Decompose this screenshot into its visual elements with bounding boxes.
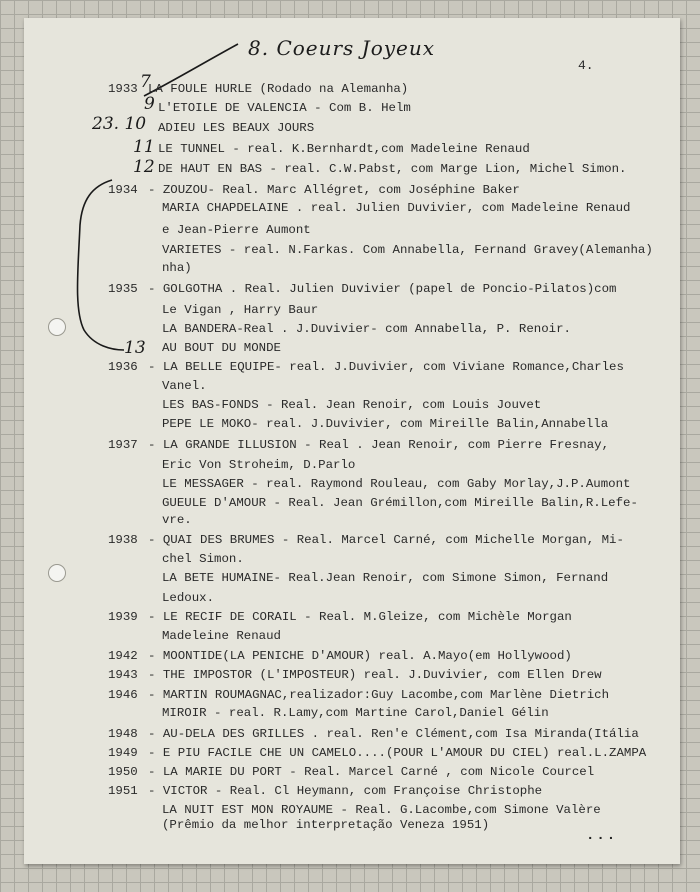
entry-text: PEPE LE MOKO- real. J.Duvivier, com Mireille Balin,Annabella [162, 417, 609, 431]
entry-text: LA BANDERA-Real . J.Duvivier- com Annabella, P. Renoir. [162, 322, 571, 336]
page-number: 4. [578, 58, 594, 73]
entry-text: Vanel. [162, 379, 207, 393]
entry-text: - E PIU FACILE CHE UN CAMELO....(POUR L'AMOUR DU CIEL) real.L.ZAMPA [148, 746, 647, 760]
entry-text: - LE RECIF DE CORAIL - Real. M.Gleize, com Michèle Morgan [148, 610, 572, 624]
entry-text: nha) [162, 261, 192, 275]
entry-text: - GOLGOTHA . Real. Julien Duvivier (papel de Poncio-Pilatos)com [148, 282, 617, 296]
entry-year: 1946 [108, 688, 138, 702]
entry-year: 1935 [108, 282, 138, 296]
entry-text: - QUAI DES BRUMES - Real. Marcel Carné, com Michelle Morgan, Mi- [148, 533, 624, 547]
entry-text: MIROIR - real. R.Lamy,com Martine Carol,Daniel Gélin [162, 706, 549, 720]
continuation-ellipsis: ... [586, 828, 618, 844]
entry-text: LA NUIT EST MON ROYAUME - Real. G.Lacombe,com Simone Valère [162, 803, 601, 817]
entry-text: L'ETOILE DE VALENCIA - Com B. Helm [158, 101, 411, 115]
entry-text: - LA MARIE DU PORT - Real. Marcel Carné , com Nicole Courcel [148, 765, 595, 779]
handwritten-title: 8. Coeurs Joyeux [248, 36, 436, 60]
entry-text: MARIA CHAPDELAINE . real. Julien Duvivier, com Madeleine Renaud [162, 201, 631, 215]
entry-text: - THE IMPOSTOR (L'IMPOSTEUR) real. J.Duvivier, com Ellen Drew [148, 668, 602, 682]
entry-text: - AU-DELA DES GRILLES . real. Ren'e Clément,com Isa Miranda(Itália [148, 727, 639, 741]
entry-year: 1950 [108, 765, 138, 779]
handwritten-number: 12 [133, 157, 155, 177]
entry-year: 1942 [108, 649, 138, 663]
handwritten-number: 13 [124, 338, 146, 358]
handwritten-number: 9 [144, 94, 155, 114]
entry-text: e Jean-Pierre Aumont [162, 223, 311, 237]
handwritten-number: 23. 10 [92, 114, 147, 134]
entry-year: 1937 [108, 438, 138, 452]
entry-text: LES BAS-FONDS - Real. Jean Renoir, com Louis Jouvet [162, 398, 542, 412]
entry-text: Eric Von Stroheim, D.Parlo [162, 458, 356, 472]
entry-text: chel Simon. [162, 552, 244, 566]
entry-year: 1949 [108, 746, 138, 760]
entry-text: Ledoux. [162, 591, 215, 605]
entry-text: Madeleine Renaud [162, 629, 281, 643]
entry-year: 1951 [108, 784, 138, 798]
entry-text: - MOONTIDE(LA PENICHE D'AMOUR) real. A.Mayo(em Hollywood) [148, 649, 572, 663]
entry-text: AU BOUT DU MONDE [162, 341, 281, 355]
entry-text: ADIEU LES BEAUX JOURS [158, 121, 315, 135]
entry-text: LA BETE HUMAINE- Real.Jean Renoir, com Simone Simon, Fernand [162, 571, 609, 585]
entry-text: - LA BELLE EQUIPE- real. J.Duvivier, com Viviane Romance,Charles [148, 360, 624, 374]
entry-year: 1936 [108, 360, 138, 374]
entry-text: LE MESSAGER - real. Raymond Rouleau, com Gaby Morlay,J.P.Aumont [162, 477, 631, 491]
entry-year: 1933 [108, 82, 138, 96]
entry-text: VARIETES - real. N.Farkas. Com Annabella, Fernand Gravey(Alemanha) [162, 243, 653, 257]
entry-text: - VICTOR - Real. Cl Heymann, com Françoise Christophe [148, 784, 543, 798]
entry-text: vre. [162, 513, 192, 527]
handwritten-number: 11 [133, 137, 155, 157]
entry-year: 1948 [108, 727, 138, 741]
entry-text: DE HAUT EN BAS - real. C.W.Pabst, com Marge Lion, Michel Simon. [158, 162, 627, 176]
entry-text: LA FOULE HURLE (Rodado na Alemanha) [148, 82, 409, 96]
entry-year: 1934 [108, 183, 138, 197]
entry-text: LE TUNNEL - real. K.Bernhardt,com Madeleine Renaud [158, 142, 530, 156]
entry-text: Le Vigan , Harry Baur [162, 303, 319, 317]
entry-year: 1943 [108, 668, 138, 682]
entry-text: (Prêmio da melhor interpretação Veneza 1951) [162, 818, 490, 832]
entry-text: GUEULE D'AMOUR - Real. Jean Grémillon,com Mireille Balin,R.Lefe- [162, 496, 638, 510]
entry-text: - ZOUZOU- Real. Marc Allégret, com Joséphine Baker [148, 183, 520, 197]
entry-text: - LA GRANDE ILLUSION - Real . Jean Renoir, com Pierre Fresnay, [148, 438, 610, 452]
entry-year: 1938 [108, 533, 138, 547]
handwritten-number: 7 [140, 72, 151, 92]
entry-year: 1939 [108, 610, 138, 624]
entry-text: - MARTIN ROUMAGNAC,realizador:Guy Lacombe,com Marlène Dietrich [148, 688, 610, 702]
